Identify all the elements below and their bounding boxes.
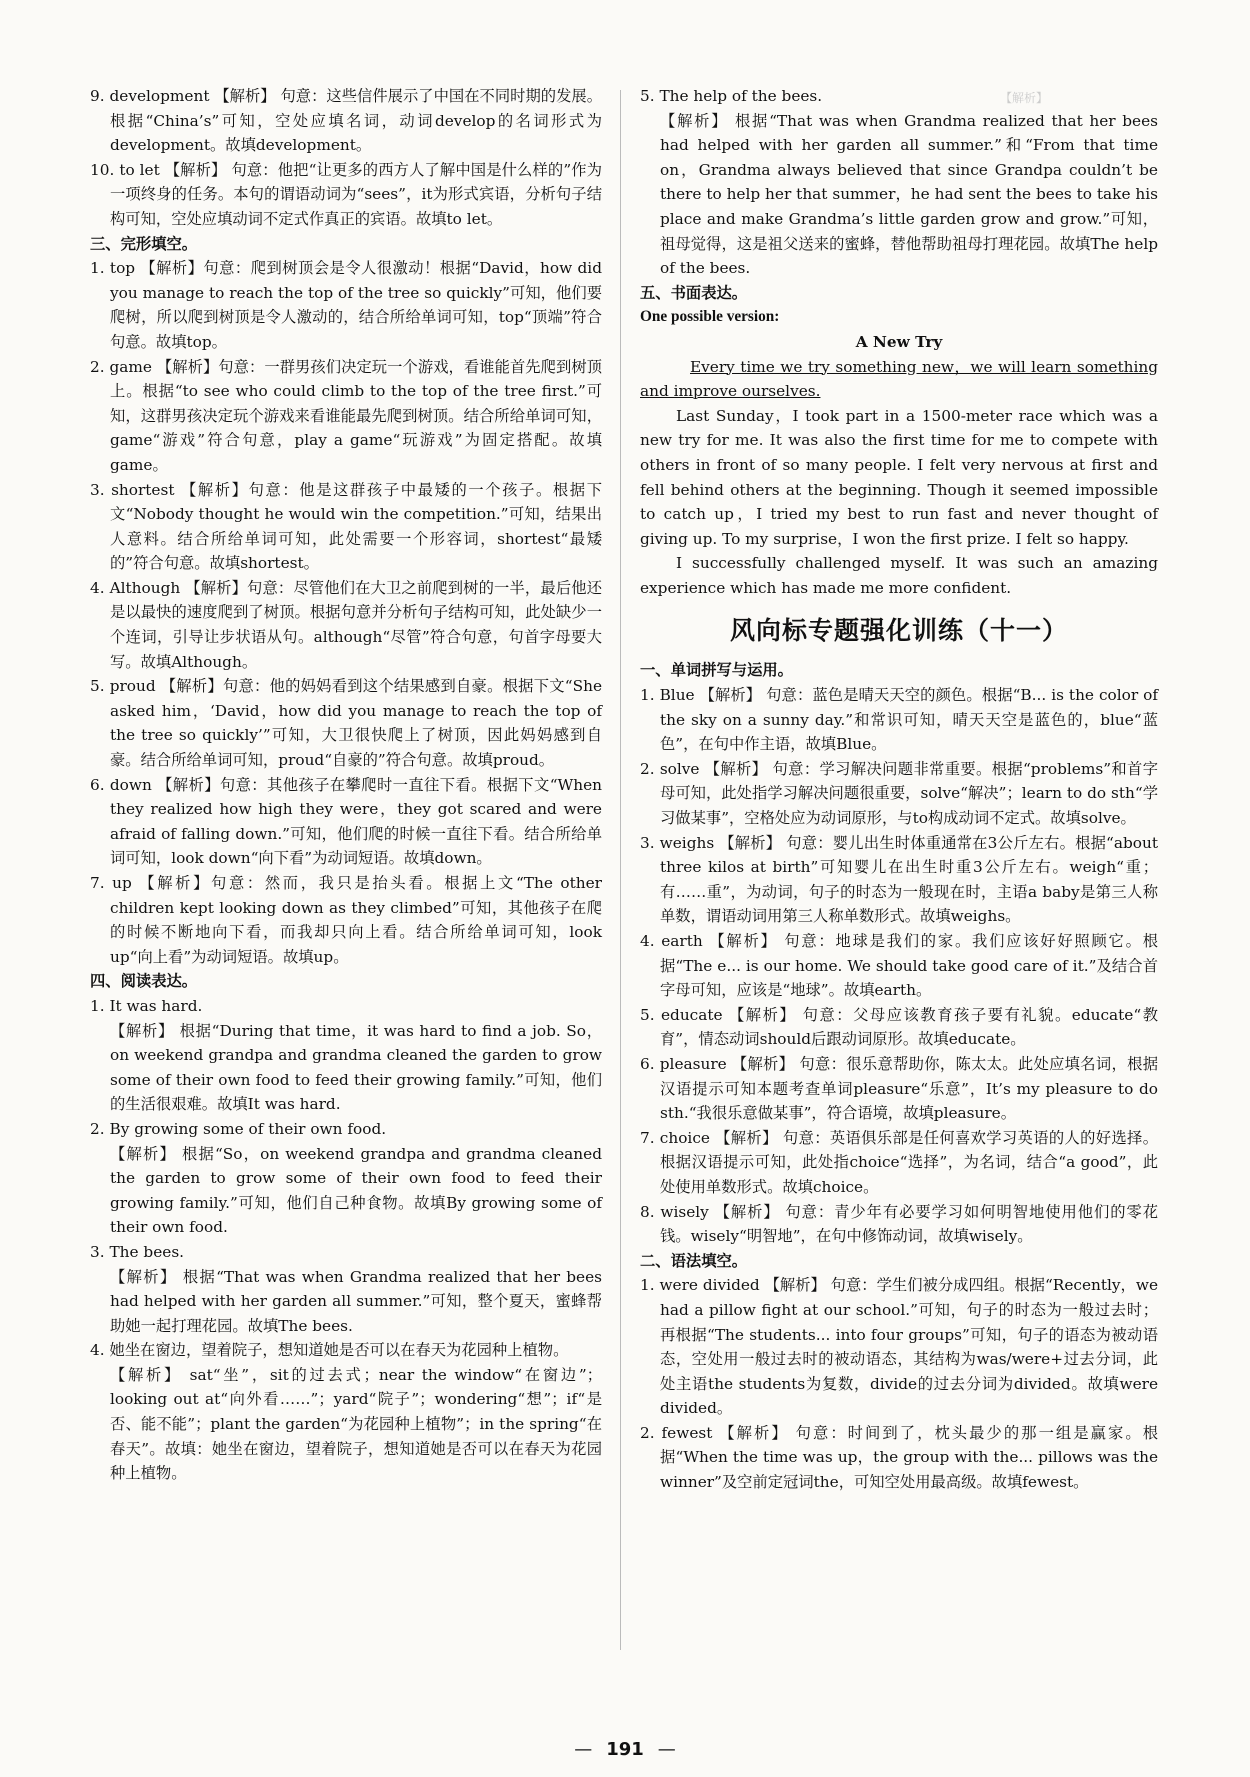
cloze-answer-5: 5. proud 【解析】句意：他的妈妈看到这个结果感到自豪。根据下文“She asked him，‘David，how did you manage to reach the top of the tree so quickly’”可知，大卫很快爬上了树顶，因此妈妈感到自豪。结合所给单词可知，proud“自豪的”符合句意。故填proud。 — [90, 677, 602, 770]
reading-answer-1: 1. It was hard. — [90, 996, 203, 1015]
section-grammar-heading: 二、语法填空。 — [640, 1251, 748, 1270]
cloze-answer-7: 7. up 【解析】句意：然而，我只是抬头看。根据上文“The other children kept looking down as they climbed”可知，其他孩子在爬的时候不断地向下看，而我却只向上看。结合所给单词可知，look up“向上看”为动词短语。故填up。 — [90, 874, 602, 966]
page-number-value: 191 — [606, 1739, 644, 1760]
spelling-answer-7: 7. choice 【解析】 句意：英语俱乐部是任何喜欢学习英语的人的好选择。根据汉语提示可知，此处指choice“选择”，为名词，结合“a good”，此处使用单数形式。故填choice。 — [640, 1128, 1158, 1196]
reading-explanation-5: 【解析】 根据“That was when Grandma realized that her bees had helped with her garden all summer.”和“From that time on，Grandma always believed that since Grandpa couldn’t be there to help her that summer，he had sent the bees to take his place and make Grandma’s little garden grow and grow.”可知，祖母觉得，这是祖父送来的蜜蜂，替他帮助祖母打理花园。故填The help of the bees. — [660, 111, 1158, 278]
cloze-answer-4: 4. Although 【解析】句意：尽管他们在大卫之前爬到树的一半，最后他还是以最快的速度爬到了树顶。根据句意并分析句子结构可知，此处缺少一个连词，引导让步状语从句。although“尽管”符合句意，句首字母要大写。故填Although。 — [90, 578, 602, 671]
essay-body: Last Sunday，I took part in a 1500-meter race which was a new try for me. It was also the first time for me to compete with others in front of so many people. I felt very nervous at first and fell behind others at the beginning. Though it seemed impossible to catch up，I tried my best to run fast and never thought of giving up. To my surprise，I won the first prize. I felt so happy. — [640, 406, 1158, 548]
possible-version-label: One possible version: — [640, 308, 780, 326]
section-writing-heading: 五、书面表达。 — [640, 283, 748, 302]
grammar-answer-2: 2. fewest 【解析】 句意：时间到了，枕头最少的那一组是赢家。根据“When the time was up，the group with the... pillows was the winner”及空前定冠词the，可知空处用最高级。故填fewest。 — [640, 1423, 1158, 1492]
section-spelling-heading: 一、单词拼写与运用。 — [640, 661, 793, 680]
training-heading: 风向标专题强化训练（十一） — [729, 616, 1068, 646]
grammar-answer-1: 1. were divided 【解析】 句意：学生们被分成四组。根据“Recently，we had a pillow fight at our school.”可知，句子的时态为一般过去时；再根据“The students... into four groups”可知，句子的语态为被动语态，空处用一般过去时的被动语态，其结构为was/were+过去分词，此处主语the students为复数，divide的过去分词为divided。故填were divided。 — [640, 1276, 1158, 1418]
spelling-answer-5: 5. educate 【解析】 句意：父母应该教育孩子要有礼貌。educate“教育”，情态动词should后跟动词原形。故填educate。 — [640, 1005, 1158, 1049]
essay-title: A New Try — [855, 332, 943, 351]
reading-explanation-2: 【解析】 根据“So，on weekend grandpa and grandma cleaned the garden to grow some of their own food to feed their growing family.”可知，他们自己种食物。故填By growing some of their own food. — [110, 1144, 602, 1237]
right-column — [640, 84, 1158, 1495]
left-column — [90, 84, 602, 1486]
reading-answer-4: 4. 她坐在窗边，望着院子，想知道她是否可以在春天为花园种上植物。 — [90, 1341, 569, 1360]
spelling-answer-8: 8. wisely 【解析】 句意：青少年有必要学习如何明智地使用他们的零花钱。wisely“明智地”，在句中修饰动词，故填wisely。 — [640, 1202, 1158, 1246]
cloze-answer-6: 6. down 【解析】句意：其他孩子在攀爬时一直往下看。根据下文“When they realized how high they were，they got scared and were afraid of falling down.”可知，他们爬的时候一直往下看。结合所给单词可知，look down“向下看”为动词短语。故填down。 — [90, 775, 602, 868]
reading-answer-3: 3. The bees. — [90, 1242, 185, 1261]
page-number: — 191 — — [574, 1739, 676, 1760]
cloze-answer-3: 3. shortest 【解析】句意：他是这群孩子中最矮的一个孩子。根据下文“Nobody thought he would win the competition.”可知，结果出人意料。结合所给单词可知，此处需要一个形容词，shortest“最矮的”符合句意。故填shortest。 — [90, 480, 602, 573]
reading-explanation-1: 【解析】 根据“During that time，it was hard to find a job. So，on weekend grandpa and grandma cleaned the garden to grow some of their own food to feed their growing family.”可知，他们的生活很艰难。故填It was hard. — [110, 1021, 602, 1114]
reading-answer-5: 5. The help of the bees. — [640, 87, 823, 105]
spelling-answer-1: 1. Blue 【解析】 句意：蓝色是晴天天空的颜色。根据“B... is the color of the sky on a sunny day.”和常识可知，晴天天空是蓝色的，blue“蓝色”，在句中作主语，故填Blue。 — [640, 686, 1158, 754]
reading-explanation-4: 【解析】 sat“坐”，sit的过去式；near the window“在窗边”；looking out at“向外看……”；yard“院子”；wondering“想”；if“是否、能不能”；plant the garden“为花园种上植物”；in the spring“在春天”。故填：她坐在窗边，望着院子，想知道她是否可以在春天为花园种上植物。 — [110, 1365, 602, 1483]
answer-q10: 10. to let 【解析】 句意：他把“让更多的西方人了解中国是什么样的”作为一项终身的任务。本句的谓语动词为“sees”，it为形式宾语，分析句子结构可知，空处应填动词不定式作真正的宾语。故填to let。 — [90, 160, 602, 228]
essay-conclusion: I successfully challenged myself. It was such an amazing experience which has made me more confident. — [640, 554, 1158, 597]
section-reading-heading: 四、阅读表达。 — [90, 972, 198, 991]
spelling-answer-3: 3. weighs 【解析】 句意：婴儿出生时体重通常在3公斤左右。根据“about three kilos at birth”可知婴儿在出生时重3公斤左右。weigh“重；有……重”，为动词，句子的时态为一般现在时，主语a baby是第三人称单数，谓语动词用第三人称单数形式。故填weighs。 — [640, 833, 1158, 926]
reading-answer-2: 2. By growing some of their own food. — [90, 1119, 387, 1138]
spelling-answer-2: 2. solve 【解析】 句意：学习解决问题非常重要。根据“problems”和首字母可知，此处指学习解决问题很重要，solve“解决”；learn to do sth“学习做某事”，空格处应为动词原形，与to构成动词不定式。故填solve。 — [640, 759, 1158, 828]
section-cloze-heading: 三、完形填空。 — [90, 234, 198, 253]
cloze-answer-1: 1. top 【解析】句意：爬到树顶会是令人很激动！根据“David，how did you manage to reach the top of the tree so quickly”可知，他们要爬树，所以爬到树顶是令人激动的，结合所给单词可知，top“顶端”符合句意。故填top。 — [90, 259, 602, 351]
reading-explanation-3: 【解析】 根据“That was when Grandma realized that her bees had helped with her garden all summer.”可知，整个夏天，蜜蜂帮助她一起打理花园。故填The bees. — [110, 1267, 602, 1335]
essay-opening: Every time we try something new，we will learn something and improve ourselves. — [640, 357, 1158, 401]
faded-header-mark: 【解析】 — [1000, 91, 1049, 105]
spelling-answer-4: 4. earth 【解析】 句意：地球是我们的家。我们应该好好照顾它。根据“The e... is our home. We should take good care of it.”及结合首字母可知，应该是“地球”。故填earth。 — [640, 932, 1158, 1000]
spelling-answer-6: 6. pleasure 【解析】 句意：很乐意帮助你，陈太太。此处应填名词，根据汉语提示可知本题考查单词pleasure“乐意”，It’s my pleasure to do sth.“我很乐意做某事”，符合语境，故填pleasure。 — [640, 1054, 1158, 1123]
column-divider — [620, 90, 621, 1650]
cloze-answer-2: 2. game 【解析】句意：一群男孩们决定玩一个游戏，看谁能首先爬到树顶上。根据“to see who could climb to the top of the tree first.”可知，这群男孩决定玩个游戏来看谁能最先爬到树顶。结合所给单词可知，game“游戏”符合句意，play a game“玩游戏”为固定搭配。故填game。 — [90, 357, 602, 474]
answer-q9: 9. development 【解析】 句意：这些信件展示了中国在不同时期的发展。根据“China’s”可知，空处应填名词，动词develop的名词形式为development。故填development。 — [90, 87, 602, 155]
